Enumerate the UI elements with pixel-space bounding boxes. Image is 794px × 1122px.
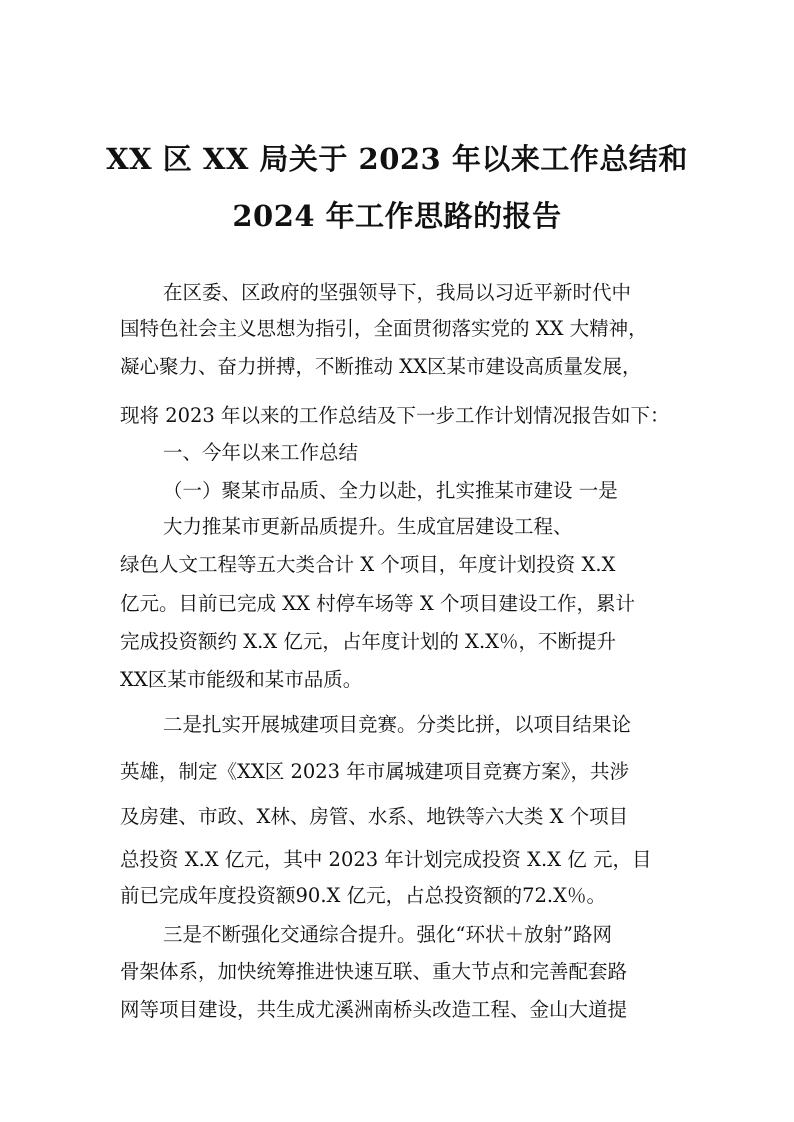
body-line: 前已完成年度投资额90.X 亿元，占总投资额的72.X％。 [120,884,606,907]
body-line: 绿色人文工程等五大类合计 X 个项目，年度计划投资 X.X [120,553,616,576]
body-line: 骨架体系，加快统筹推进快速互联、重大节点和完善配套路 [120,960,628,983]
body-line: 三是不断强化交通综合提升。强化“环状＋放射”路网 [163,923,612,946]
subsection-heading: （一）聚某市品质、全力以赴，扎实推某市建设 一是 [163,479,618,502]
body-line: 大力推某市更新品质提升。生成宜居建设工程、 [163,515,573,538]
body-line: 现将 2023 年以来的工作总结及下一步工作计划情况报告如下： [120,404,670,427]
document-title-line-1: XX 区 XX 局关于 2023 年以来工作总结和 [106,142,688,176]
body-line: XX区某市能级和某市品质。 [120,668,363,691]
document-title-line-2: 2024 年工作思路的报告 [232,199,562,233]
body-line: 亿元。目前已完成 XX 村停车场等 X 个项目建设工作，累计 [120,592,635,615]
section-heading: 一、今年以来工作总结 [163,441,359,464]
body-line: 在区委、区政府的坚强领导下，我局以习近平新时代中 [163,281,632,304]
body-line: 完成投资额约 X.X 亿元，占年度计划的 X.X％，不断提升 [120,630,617,653]
body-line: 英雄，制定《XX区 2023 年市属城建项目竞赛方案》，共涉 [120,760,630,783]
body-line: 国特色社会主义思想为指引，全面贯彻落实党的 XX 大精神， [120,317,648,340]
body-line: 网等项目建设，共生成尤溪洲南桥头改造工程、金山大道提 [120,998,628,1021]
body-line: 二是扎实开展城建项目竞赛。分类比拼，以项目结果论 [163,713,632,736]
body-line: 凝心聚力、奋力拼搏，不断推动 XX区某市建设高质量发展， [120,355,642,378]
body-line: 总投资 X.X 亿元，其中 2023 年计划完成投资 X.X 亿 元，目 [120,848,652,871]
body-line: 及房建、市政、X林、房管、水系、地铁等六大类 X 个项目 [120,805,629,828]
